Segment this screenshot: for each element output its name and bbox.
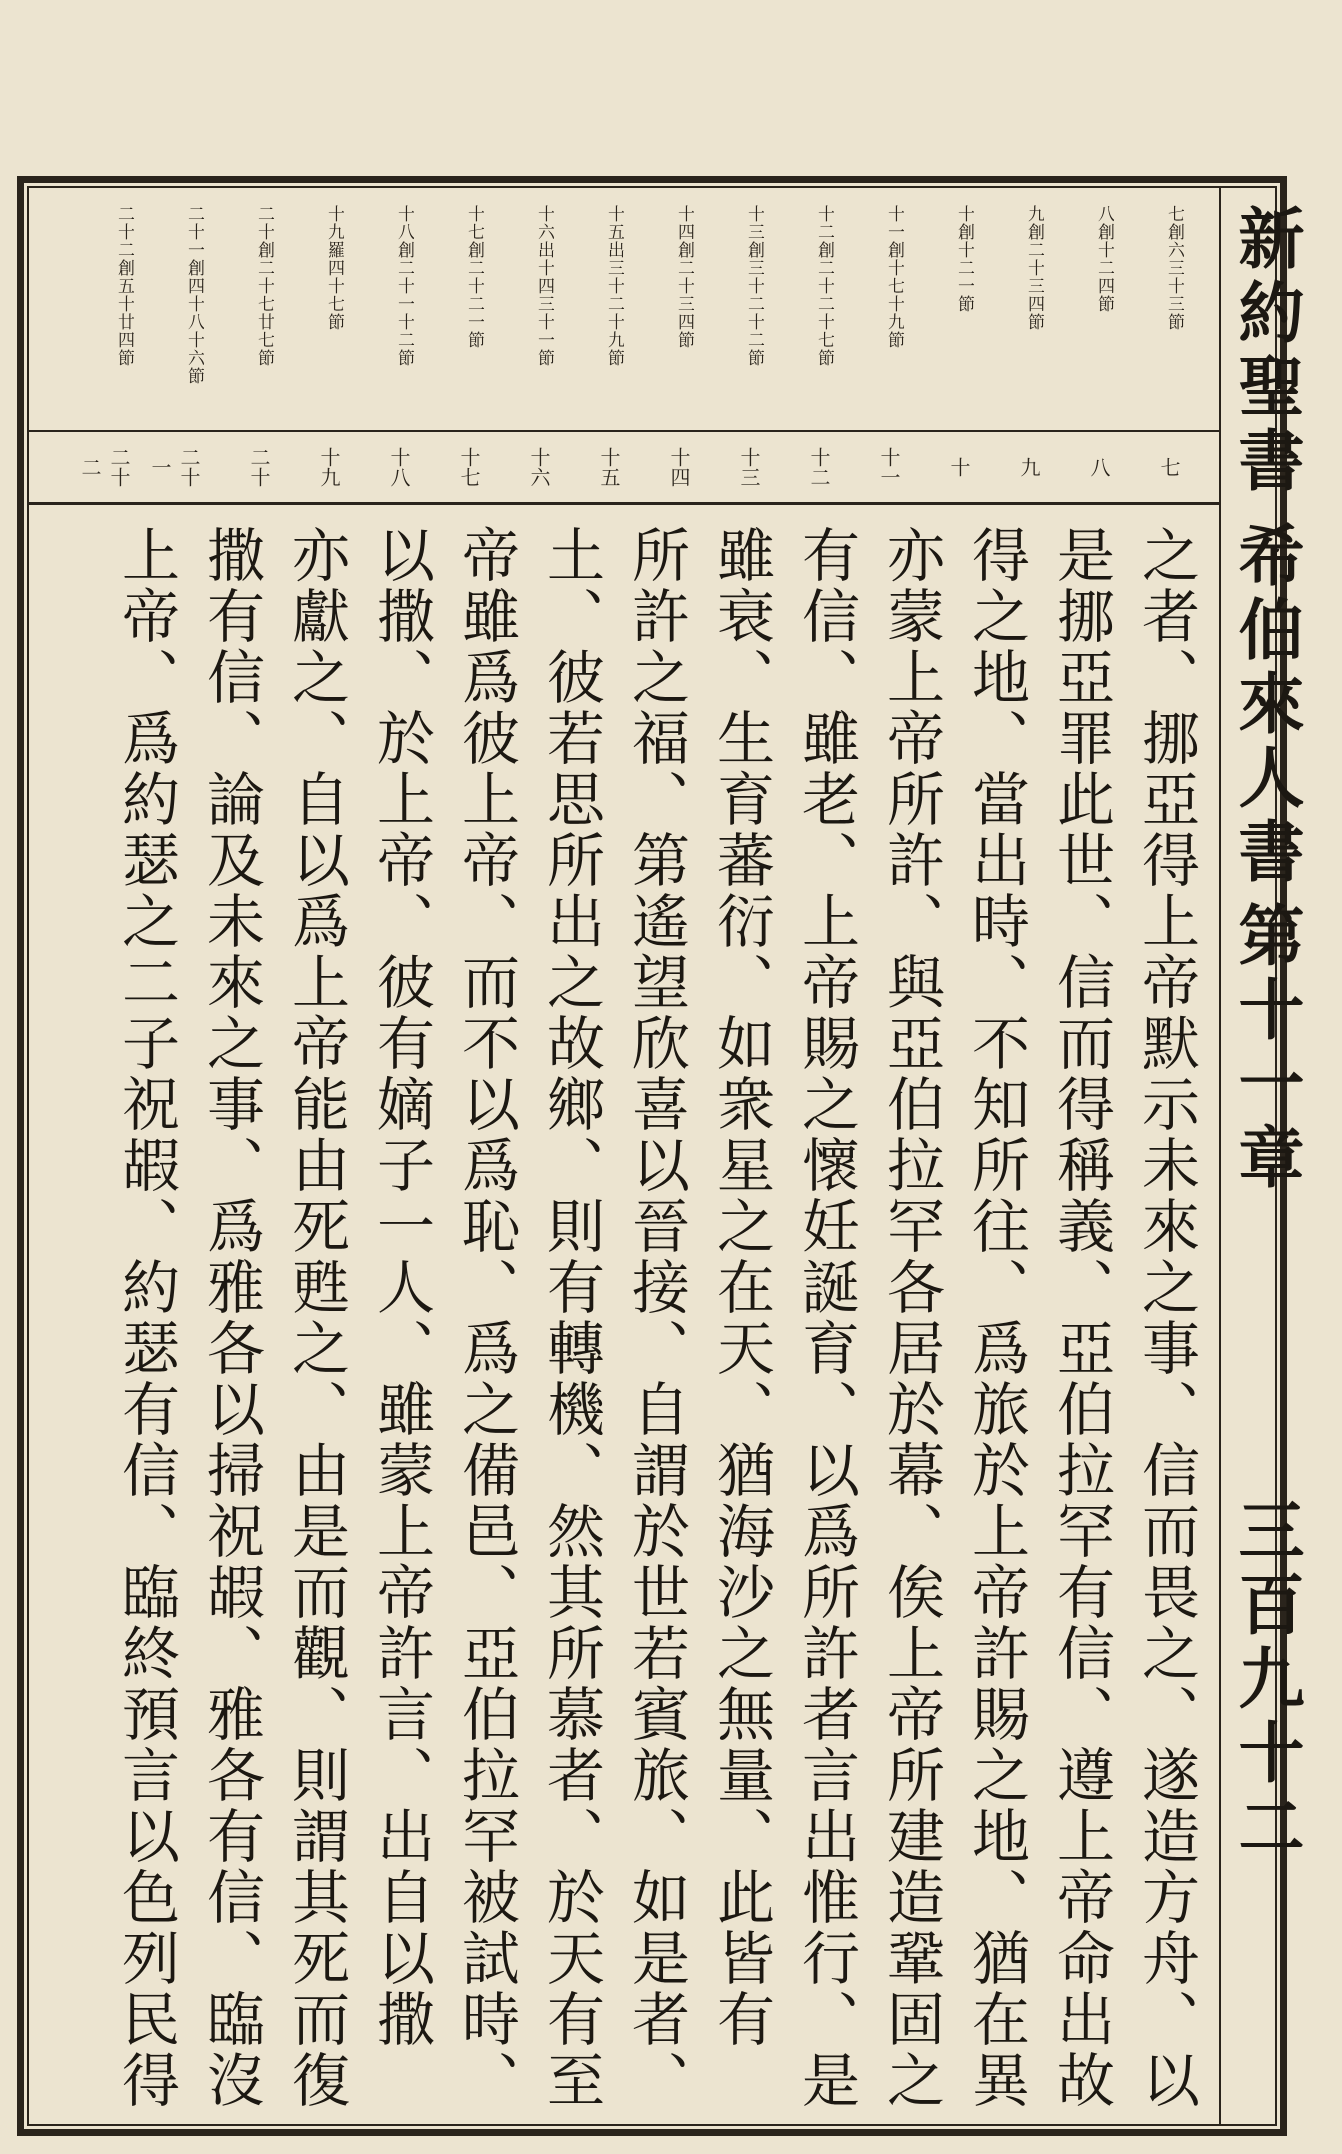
- verse-number: 十五: [597, 447, 621, 487]
- note: 九創二十三四節: [1024, 205, 1044, 331]
- text-column: 有信、雖老、上帝賜之懷妊誕育、以爲所許者言出惟行、是: [792, 525, 860, 2111]
- text-column: 得之地、當出時、不知所往、爲旅於上帝許賜之地、猶在異: [962, 525, 1030, 2111]
- note: 十七創二十二一節: [464, 205, 484, 349]
- note: 二十一創四十八十六節: [184, 205, 204, 385]
- verse-number: 十二: [807, 447, 831, 487]
- note: 十九羅四十七節: [324, 205, 344, 331]
- verse-number: 八: [1087, 457, 1111, 477]
- text-column: 雖衰、生育蕃衍、如衆星之在天、猶海沙之無量、此皆有: [707, 525, 775, 2050]
- note: 十四創二十三四節: [674, 205, 694, 349]
- note: 十五出三十二十九節: [604, 205, 624, 367]
- verse-number: 十三: [737, 447, 761, 487]
- verse-number: 十四: [667, 447, 691, 487]
- verse-number: 十一: [877, 447, 901, 487]
- notes-divider: [29, 430, 1219, 432]
- text-column: 亦獻之、自以爲上帝能由死甦之、由是而觀、則謂其死而復: [282, 525, 350, 2111]
- text-column: 以撒、於上帝、彼有嫡子一人、雖蒙上帝許言、出自以撒: [367, 525, 435, 2050]
- text-column: 是挪亞罪此世、信而得稱義、亞伯拉罕有信、遵上帝命出故: [1047, 525, 1115, 2111]
- note: 二十創二十七廿七節: [254, 205, 274, 367]
- verse-number: 十六: [527, 447, 551, 487]
- epistle-title: 希伯來人書: [1227, 521, 1305, 891]
- note: 十創十二一節: [954, 205, 974, 313]
- verse-number: 十七: [457, 447, 481, 487]
- note: 二十二創五十廿四節: [114, 205, 134, 367]
- text-column: 亦蒙上帝所許、與亞伯拉罕各居於幕、俟上帝所建造鞏固之: [877, 525, 945, 2111]
- verse-number: 七: [1157, 457, 1181, 477]
- note: 八創十二四節: [1094, 205, 1114, 313]
- note: 十八創二十一十二節: [394, 205, 414, 367]
- page-number: 三百九十二: [1227, 1496, 1305, 1866]
- text-column: 土、彼若思所出之故鄉、則有轉機、然其所慕者、於天有至: [537, 525, 605, 2111]
- note: 七創六三十三節: [1164, 205, 1184, 331]
- note: 十一創十七十九節: [884, 205, 904, 349]
- text-column: 帝雖爲彼上帝、而不以爲恥、爲之備邑、亞伯拉罕被試時、: [452, 525, 520, 2111]
- verse-number: 十: [947, 457, 971, 477]
- book-title: 新約聖書: [1227, 204, 1305, 500]
- verse-number: 二十二: [78, 447, 131, 487]
- text-column: 撒有信、論及未來之事、爲雅各以掃祝嘏、雅各有信、臨沒: [197, 525, 265, 2111]
- verse-number-divider: [29, 502, 1219, 505]
- verse-number: 十八: [387, 447, 411, 487]
- text-column: 之者、挪亞得上帝默示未來之事、信而畏之、遂造方舟、以: [1132, 525, 1200, 2111]
- note: 十三創三十二十二節: [744, 205, 764, 367]
- text-column: 上帝、爲約瑟之二子祝嘏、約瑟有信、臨終預言以色列民得: [112, 525, 180, 2111]
- chapter-heading: 第十一章: [1227, 901, 1305, 1197]
- verse-number: 九: [1017, 457, 1041, 477]
- verse-number: 二十: [247, 447, 271, 487]
- note: 十六出十四三十一節: [534, 205, 554, 367]
- running-header: [1219, 186, 1305, 2126]
- text-column: 所許之福、第遙望欣喜以晉接、自謂於世若賓旅、如是者、: [622, 525, 690, 2111]
- note: 十二創二十二十七節: [814, 205, 834, 367]
- verse-number: 十九: [317, 447, 341, 487]
- verse-number: 二十一: [148, 447, 201, 487]
